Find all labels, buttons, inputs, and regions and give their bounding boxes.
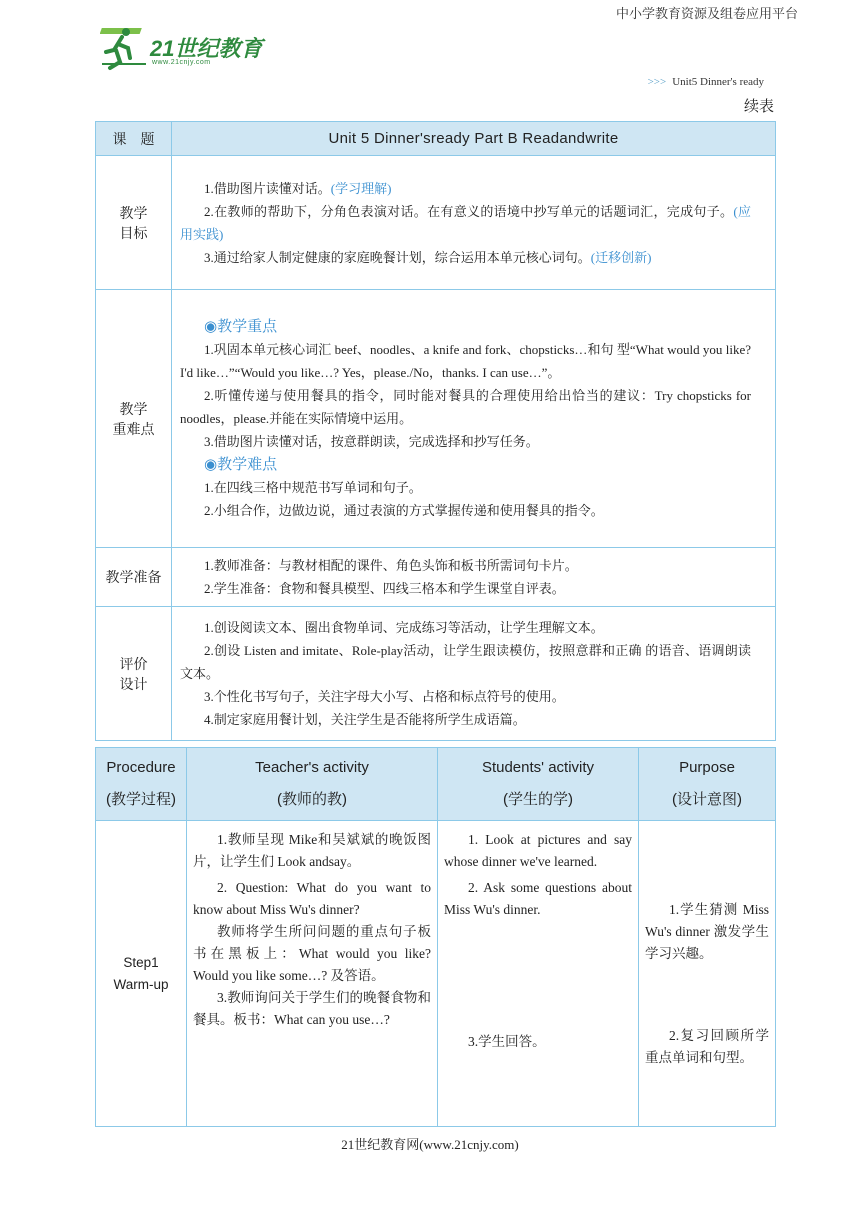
purpose-item: 1.学生猜测 Miss Wu's dinner 激发学生学习兴趣。	[645, 902, 769, 961]
teacher-step: 1.教师呈现 Mike和吴斌斌的晚饭图片，让学生们 Look andsay。	[193, 832, 431, 869]
teacher-step: 2. Question: What do you want to know about Miss Wu's dinner?	[193, 880, 431, 917]
step-number: Step1	[123, 954, 159, 970]
student-step: 3.学生回答。	[468, 1034, 546, 1049]
objective-item: 2.在教师的帮助下，分角色表演对话。在有意义的语境中抄写单元的话题词汇，完成句子。(应用实践)	[180, 203, 751, 242]
evaluation-item: 1.创设阅读文本、圈出食物单词、完成练习等活动，让学生理解文本。	[204, 620, 604, 635]
logo-brand: 21世纪教育	[150, 36, 263, 61]
prep-content	[172, 548, 776, 607]
logo-url: www.21cnjy.com	[152, 59, 211, 66]
header-purpose: Purpose (设计意图)	[639, 748, 776, 821]
evaluation-label-line1: 评价	[119, 657, 148, 673]
unit-tag	[648, 76, 764, 88]
keypoints-label-line2: 重难点	[112, 422, 155, 438]
runner-logo-icon	[100, 22, 150, 72]
evaluation-item: 2.创设 Listen and imitate、Role-play活动，让学生跟读模仿，按照意群和正确 的语音、语调朗读文本。	[180, 643, 751, 681]
student-step: 2. Ask some questions about Miss Wu's dinner.	[444, 880, 632, 917]
key-item: 1.巩固本单元核心词汇 beef、noodles、a knife and fork、chopsticks…和句 型“What would you like? I'd like…”“Would you like…? Yes，please./No，thanks. I can use…”。	[180, 342, 751, 380]
student-step: 1. Look at pictures and say whose dinner we've learned.	[444, 832, 632, 869]
objectives-label	[96, 156, 172, 290]
difficulty-item: 2.小组合作，边做边说，通过表演的方式掌握传递和使用餐具的指令。	[204, 503, 604, 518]
keypoints-label	[96, 290, 172, 548]
page-footer: 21世纪教育网(www.21cnjy.com)	[341, 1137, 519, 1152]
evaluation-label-line2: 设计	[119, 677, 148, 693]
students-activity	[438, 821, 639, 1127]
purpose-item: 2.复习回顾所学重点单词和句型。	[645, 1028, 769, 1065]
key-item: 2.听懂传递与使用餐具的指令，同时能对餐具的合理使用给出恰当的建议：Try chopsticks for noodles，please.并能在实际情境中运用。	[180, 388, 751, 426]
objective-tag: (应用实践)	[180, 203, 751, 242]
unit-title: Unit5 Dinner's ready	[672, 76, 764, 88]
keypoints-content	[172, 290, 776, 548]
objectives-label-line2: 目标	[119, 226, 148, 242]
teacher-step: 教师将学生所问问题的重点句子板书在黑板上：What would you like? Would you like some…? 及答语。	[193, 924, 431, 983]
objective-tag: (迁移创新)	[590, 249, 652, 265]
header-teacher-activity: Teacher's activity (教师的教)	[187, 748, 438, 821]
title-label: 课 题	[96, 122, 172, 156]
objective-item: 3.通过给家人制定健康的家庭晚餐计划，综合运用本单元核心词句。(迁移创新)	[204, 249, 652, 265]
procedure-table	[95, 747, 776, 1127]
keypoints-label-line1: 教学	[119, 402, 148, 418]
teacher-step: 3.教师询问关于学生们的晚餐食物和餐具。板书：What can you use…?	[193, 990, 431, 1027]
prep-item: 2.学生准备：食物和餐具模型、四线三格本和学生课堂自评表。	[204, 581, 565, 596]
header-procedure: Procedure (教学过程)	[96, 748, 187, 821]
evaluation-item: 3.个性化书写句子，关注字母大小写、占格和标点符号的使用。	[204, 689, 565, 704]
header-students-activity: Students' activity (学生的学)	[438, 748, 639, 821]
step-name	[96, 821, 187, 1127]
prep-item: 1.教师准备：与教材相配的课件、角色头饰和板书所需词句卡片。	[204, 558, 578, 573]
site-logo	[100, 20, 270, 70]
objectives-content	[172, 156, 776, 290]
step-title: Warm-up	[113, 976, 169, 992]
evaluation-item: 4.制定家庭用餐计划，关注学生是否能将所学生成语篇。	[204, 712, 526, 727]
platform-name: 中小学教育资源及组卷应用平台	[615, 6, 798, 21]
evaluation-content	[172, 607, 776, 741]
key-heading: ◉教学重点	[204, 318, 278, 335]
unit-arrows: >>>	[647, 76, 667, 88]
purpose	[639, 821, 776, 1127]
prep-label: 教学准备	[96, 548, 172, 607]
difficulty-heading: ◉教学难点	[204, 456, 278, 473]
objectives-label-line1: 教学	[119, 206, 148, 222]
key-item: 3.借助图片读懂对话，按意群朗读，完成选择和抄写任务。	[204, 434, 539, 449]
teacher-activity	[187, 821, 438, 1127]
lesson-title: Unit 5 Dinner'sready Part B Readandwrite	[172, 122, 776, 156]
evaluation-label	[96, 607, 172, 741]
objective-item: 1.借助图片读懂对话。(学习理解)	[204, 180, 392, 196]
objective-tag: (学习理解)	[330, 180, 392, 196]
difficulty-item: 1.在四线三格中规范书写单词和句子。	[204, 480, 422, 495]
continued-label: 续表	[743, 99, 774, 115]
lesson-info-table	[95, 121, 776, 741]
